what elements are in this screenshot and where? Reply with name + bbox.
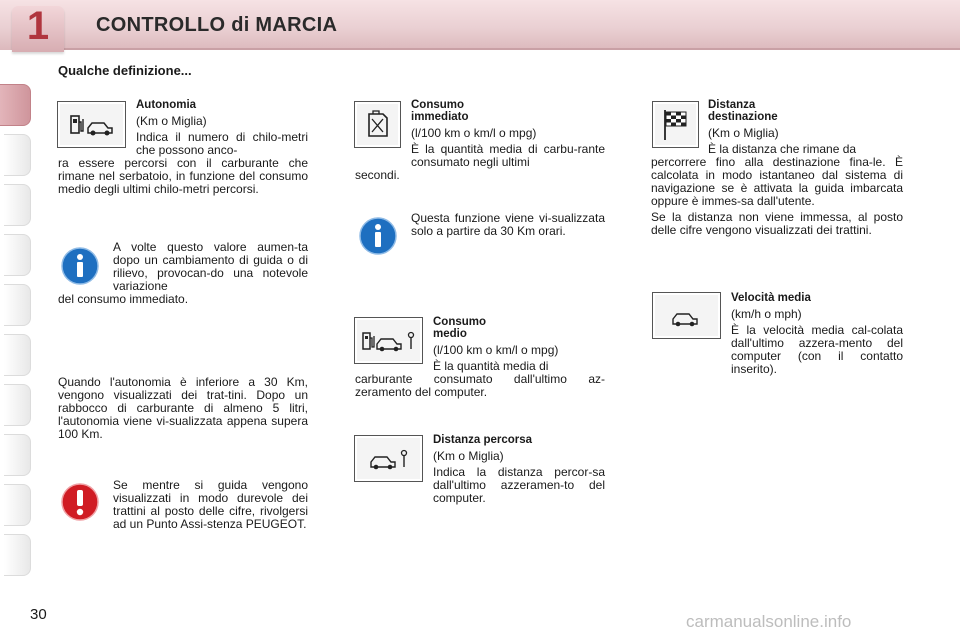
autonomia-unit: (Km o Miglia)	[136, 114, 207, 128]
chapter-number: 1	[26, 4, 50, 48]
distanza-destinazione-unit: (Km o Miglia)	[708, 126, 779, 140]
side-tab-active[interactable]	[0, 84, 31, 126]
side-tab[interactable]	[4, 534, 31, 576]
consumo-medio-title-1: Consumo	[433, 316, 487, 328]
distanza-destinazione-text	[651, 99, 903, 240]
distanza-destinazione-body-indent: È la distanza che rimane da	[708, 142, 857, 156]
velocita-media-title: Velocità media	[731, 292, 811, 304]
velocita-media-unit: (km/h o mph)	[731, 307, 802, 321]
autonomia-body-indent: Indica il numero di chilo-metri che possono anco-	[136, 130, 308, 157]
side-tab[interactable]	[4, 484, 31, 526]
distanza-percorsa-title: Distanza percorsa	[433, 434, 533, 446]
car-speed-icon	[653, 293, 720, 338]
info-icon	[358, 216, 398, 256]
consumo-immediato-body: secondi.	[355, 168, 400, 182]
distanza-destinazione-body: percorrere fino alla destinazione fina-le. È calcolata in modo istantaneo dal sistema di navigazione se è attivata la guida imbarcata oppure è immes-sa dall'utente.	[651, 155, 903, 208]
section-title: Qualche definizione...	[58, 63, 192, 78]
consumo-medio-body-indent: È la quantità media di	[433, 359, 549, 373]
side-tab[interactable]	[4, 384, 31, 426]
consumo-immediato-unit: (l/100 km o km/l o mpg)	[411, 126, 537, 140]
autonomia-text	[58, 99, 308, 199]
page-number: 30	[30, 606, 47, 623]
page-title: CONTROLLO di MARCIA	[96, 14, 338, 36]
consumo-medio-unit: (l/100 km o km/l o mpg)	[433, 343, 559, 357]
velocita-media-text	[731, 292, 903, 379]
autonomia-body: ra essere percorsi con il carburante che rimane nel serbatoio, in funzione del consumo medio degli ultimi chilo-metri percorsi.	[58, 156, 308, 196]
info-autonomia-text	[58, 241, 308, 309]
info-autonomia-rest: del consumo immediato.	[58, 292, 189, 306]
consumo-medio-text	[355, 316, 605, 402]
distanza-destinazione-title-2: destinazione	[708, 111, 778, 123]
consumo-medio-title-2: medio	[433, 328, 467, 340]
side-tab-strip	[0, 62, 32, 582]
side-tab[interactable]	[4, 434, 31, 476]
consumo-immediato-text	[355, 99, 605, 185]
consumo-immediato-title-1: Consumo	[411, 99, 465, 111]
warning-icon	[60, 482, 100, 522]
consumo-immediato-body-indent: È la quantità media di carbu-rante consumato negli ultimi	[411, 142, 605, 169]
info-autonomia-indent: A volte questo valore aumen-ta dopo un cambiamento di guida o di rilievo, provocan-do una notevole variazione	[113, 240, 308, 293]
info-consumo-text: Questa funzione viene vi-sualizzata solo a partire da 30 Km orari.	[411, 211, 605, 238]
velocita-media-display-box	[652, 292, 721, 339]
side-tab[interactable]	[4, 184, 31, 226]
distanza-percorsa-unit: (Km o Miglia)	[433, 449, 504, 463]
distanza-destinazione-title-1: Distanza	[708, 99, 756, 111]
side-tab[interactable]	[4, 234, 31, 276]
autonomia-note: Quando l'autonomia è inferiore a 30 Km, vengono visualizzati dei trat-tini. Dopo un rabbocco di carburante di almeno 5 litri, l'autonomia viene vi-sualizzata appena supera 100 Km.	[58, 375, 308, 441]
warning-text: Se mentre si guida vengono visualizzati in modo durevole dei trattini al posto delle cifre, rivolgersi ad un Punto Assi-stenza PEUGEOT.	[113, 478, 308, 531]
side-tab[interactable]	[4, 134, 31, 176]
distanza-destinazione-body2: Se la distanza non viene immessa, al posto delle cifre vengono visualizzati dei trattini.	[651, 210, 903, 237]
autonomia-title: Autonomia	[136, 99, 197, 111]
watermark: carmanualsonline.info	[686, 612, 852, 631]
side-tab[interactable]	[4, 334, 31, 376]
consumo-immediato-title-2: immediato	[411, 111, 469, 123]
distanza-percorsa-body: Indica la distanza percor-sa dall'ultimo azzeramen-to del computer.	[433, 465, 605, 505]
distanza-percorsa-text	[355, 434, 605, 508]
consumo-medio-body: carburante consumato dall'ultimo az-zeramento del computer.	[355, 372, 605, 399]
header-divider	[60, 48, 960, 50]
velocita-media-body: È la velocità media cal-colata dall'ultimo azzera-mento del computer (con il contatto inserito).	[731, 323, 903, 376]
side-tab[interactable]	[4, 284, 31, 326]
